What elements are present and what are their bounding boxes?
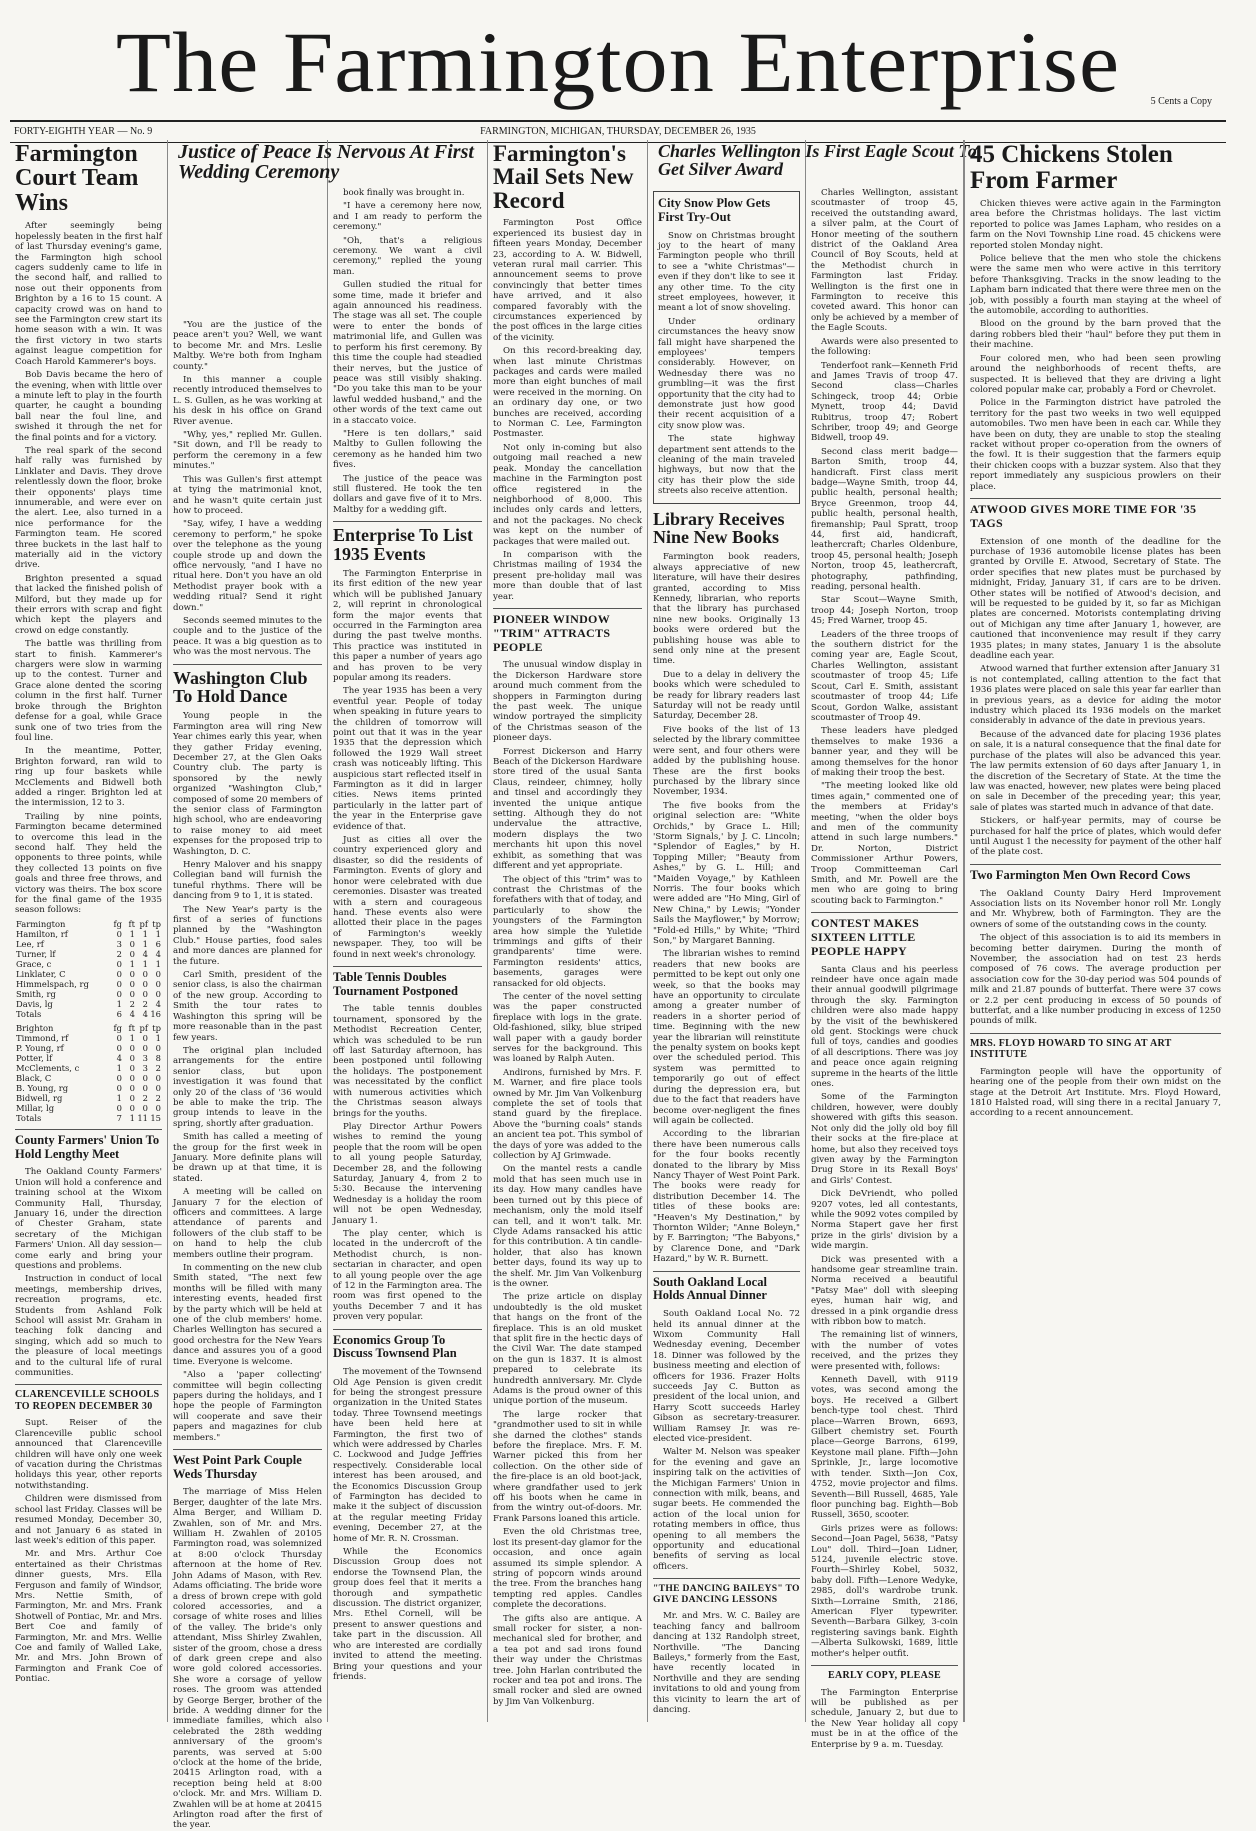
totals-cell: 11 bbox=[137, 1112, 148, 1123]
player-name: Millar, lg bbox=[16, 1102, 55, 1113]
article-paragraph: Some of the Farmington children, however, were doubly showered with gifts this season. Not only did the jolly old boy fill their socks at the fire-place at home, but also they received toys given away by the Farmington Drug Store in its Rexall Boys' and Girls' Contest. bbox=[811, 1092, 958, 1186]
player-name: B. Young, rg bbox=[16, 1082, 69, 1093]
article-paragraph: The justice of the peace was still flustered. He took the ten dollars and gave five of it to Mrs. Maltby for a wedding gift. bbox=[333, 473, 482, 515]
article-paragraph: Children were dismissed from school last Friday. Classes will be resumed Monday, December 30, and not January 6 as stated in last week's edition of this paper. bbox=[15, 1494, 162, 1546]
article-paragraph: Second class merit badge—Barton Smith, troop 44, handicraft. First class merit badge—Wayne Smith, troop 44, public health, personal health; Bryce Greenmon, troop 44, public health, personal health, firemanship; Paul Spratt, troop 44, first aid, handicraft, leathercraft; Charles Oldenbure, troop 45, personal health; Joseph Norton, troop 45, leathercraft, photography, pathfinding, reading, personal health. bbox=[811, 446, 958, 593]
article-paragraph: South Oakland Local No. 72 held its annual dinner at the Wixom Community Hall Wednesday evening, December 18. Dinner was followed by the business meeting and election of officers for 1936. Frazer Holts succeeds Jay C. Button as president of the local union, and Harry Scott succeeds Harley Gibson as secretary-treasurer. William Ramsey Jr. was re-elected vice-president. bbox=[653, 1309, 800, 1444]
article-paragraph: Awards were also presented to the following: bbox=[811, 336, 958, 358]
masthead bbox=[10, 12, 1226, 120]
stat-header: fg bbox=[113, 918, 122, 929]
article-paragraph: On the mantel rests a candle mold that has seen much use in its day. How many candles have been turned out by this piece of mechanism, only the mold itself can tell, and it won't talk. Mr. Clyde Adams ransacked his attic for this contribution. A tin candle-holder, that also has known better days, found its way up to the shelf. Mr. Jim Van Volkenburg is the owner. bbox=[493, 1164, 642, 1289]
stat-cell: 0 bbox=[142, 968, 148, 979]
totals-cell: 16 bbox=[150, 1008, 161, 1019]
article-paragraph: In commenting on the new club Smith stated, "The next few months will be filled with many interesting events, headed first by the party which will be held at one of the club members' home. Charles Wellington has secured a good orchestra for the New Years dance and assures you of a good time. Everyone is welcome. bbox=[173, 1263, 322, 1367]
article-paragraph: While the Economics Discussion Group does not endorse the Townsend Plan, the group does feel that it merits a thorough and sympathetic discussion. The district organizer, Mrs. Ethel Cornell, will be present to answer questions and take part in the discussion. All who are interested are cordially invited to attend the meeting. Bring your questions and your friends. bbox=[333, 1547, 482, 1682]
player-name: Grace, c bbox=[16, 958, 52, 969]
column-7 bbox=[964, 140, 1226, 1722]
article-paragraph: The unusual window display in the Dickerson Hardware store around much comment from the shoppers in Farmington during the past week. The unique window portrayed the simplicity of the Christmas season of the pioneer days. bbox=[493, 660, 642, 744]
article-paragraph: "Here is ten dollars," said Maltby to Gullen following the ceremony as he handed him two fives. bbox=[333, 428, 482, 471]
article-paragraph: "Why, yes," replied Mr. Gullen. "Sit down, and I'll be ready to perform the ceremony in a few minutes." bbox=[173, 430, 322, 472]
article-paragraph: On this record-breaking day, when last minute Christmas packages and cards were mailed more than eight bunches of mail were received in the morning. On an ordinary day one, or two bunches are received, according to Norman C. Lee, Farmington Postmaster. bbox=[493, 346, 642, 440]
stat-cell: 2 bbox=[142, 1092, 148, 1103]
article-paragraph: Gullen studied the ritual for some time, made it briefer and again announced his readiness. The stage was all set. The couple were to enter the bonds of matrimonial life, and Gullen was to perform his first ceremony. By this time the couple had steadied their nerves, but the justice of peace was still visibly shaking. "Do you take this man to be your lawful wedded husband," and the other words of the text came out in a staccato voice. bbox=[333, 280, 482, 426]
headline-mail-record: Farmington's Mail Sets New Record bbox=[493, 141, 634, 213]
player-name: Black, C bbox=[16, 1072, 52, 1083]
stat-cell: 0 bbox=[129, 1072, 135, 1083]
headline-record-cows: Two Farmington Men Own Record Cows bbox=[970, 867, 1191, 882]
divider bbox=[811, 912, 958, 913]
divider bbox=[811, 1665, 958, 1666]
divider bbox=[15, 1129, 162, 1130]
score-row bbox=[15, 959, 162, 969]
headline-eagle-scout: Charles Wellington Is First Eagle Scout To Get Silver Award bbox=[658, 141, 977, 180]
article-paragraph: The librarian wishes to remind readers that new books are permitted to be kept out only one week, so that the books may have an opportunity to circulate among a greater number of readers in a shorter period of time. Beginning with the new year the librarian will reinstitute the penalty system on books kept over the scheduled period. This system was permitted to temporarily go out of effect during the depression era, but due to the fact that readers have become over-negligent the fines will again be collected. bbox=[653, 949, 800, 1126]
stat-cell: 0 bbox=[116, 958, 122, 969]
totals-cell: 4 bbox=[142, 1008, 148, 1019]
article-paragraph: This was Gullen's first attempt at tying the matrimonial knot, and he wasn't quite certain just how to proceed. bbox=[173, 474, 322, 516]
article-paragraph: The five books from the original selection are: "White Orchids," by Grace L. Hill; 'Storm Signals,' by J. C. Lincoln; "Splendor of Eagles," by H. Topping Miller; "Beauty from Ashes," by G. L. Hill; and "Maiden Voyage," by Kathleen Norris. The four books which were added are "Ho Ming, Girl of New China," by Lewis; "Yonder Sails the Mayflower," by Morrow; "Fold-ed Hills," by White; "Third Son," by Margaret Banning. bbox=[653, 800, 800, 946]
stat-cell: 0 bbox=[129, 1062, 135, 1073]
article-paragraph: The state highway department sent attends to the cleaning of the main traveled highways, but now that the city has their plow the side streets also receive attention. bbox=[658, 434, 795, 497]
article-paragraph: Brighton presented a squad that lacked the finished polish of Milford, but they made up for their errors with scrap and fight which kept the players and crowd on edge constantly. bbox=[15, 573, 162, 636]
stat-header: tp bbox=[152, 1022, 161, 1033]
headline-snow-plow: City Snow Plow Gets First Try-Out bbox=[658, 196, 771, 224]
player-name: Linklater, C bbox=[16, 968, 66, 979]
article-paragraph: Blood on the ground by the barn proved that the daring robbers bled their "haul" before they put them in their machine. bbox=[970, 319, 1221, 351]
totals-cell: 1 bbox=[129, 1112, 135, 1123]
article-paragraph: Leaders of the three troops of the southern district for the coming year are, Eagle Scout, Charles Wellington, assistant scoutmaster of troop 45; Life Scout, Carl E. Smith, assistant scoutmaster of troop 44; Life Scout, Gordon Walke, assistant scoutmaster of Troop 49. bbox=[811, 629, 958, 723]
article-paragraph: Farmington book readers, always appreciative of new literature, will have their desires granted, according to Miss Kennedy, librarian, who reports that the library has purchased nine new books. Originally 13 books were ordered but the publishing house was able to send only nine at the present time. bbox=[653, 552, 800, 667]
headline-pioneer-window: PIONEER WINDOW "TRIM" ATTRACTS PEOPLE bbox=[493, 611, 611, 654]
stat-cell: 0 bbox=[129, 1092, 135, 1103]
totals-label: Totals bbox=[16, 1112, 42, 1123]
article-paragraph: Farmington people will have the opportunity of hearing one of the people from their own midst on the stage at the Detroit Art Institute. Mrs. Floyd Howard, 1810 Halsted road, will sing there in a recital January 7, according to a recent announcement. bbox=[970, 1066, 1221, 1119]
article-paragraph: "You are the justice of the peace aren't you? Well, we want to become Mr. and Mrs. Leslie Maltby. We're both from Ingham county." bbox=[173, 320, 322, 372]
article-paragraph: Not only in-coming but also outgoing mail reached a new peak. Monday the cancellation machine in the Farmington post office registered in the neighborhood of 8,000. This includes only cards and letters, and not the packages. No check was kept on the number of packages that were mailed out. bbox=[493, 442, 642, 547]
totals-cell: 7 bbox=[116, 1112, 122, 1123]
stat-cell: 0 bbox=[129, 1102, 135, 1113]
stat-cell: 1 bbox=[116, 998, 122, 1009]
stat-cell: 4 bbox=[142, 948, 148, 959]
article-paragraph: Farmington Post Office experienced its busiest day in fifteen years Monday, December 23, according to A. W. Bidwell, veteran rural mail carrier. This announcement seems to prove convincingly that better times have arrived, and it also compared favorably with the circumstances experienced by the post offices in the large cities of the vicinity. bbox=[493, 218, 642, 343]
newspaper-title: The Farmington Enterprise bbox=[115, 14, 1121, 110]
stat-header: ft bbox=[128, 1022, 135, 1033]
stat-cell: 0 bbox=[155, 1082, 161, 1093]
article-paragraph: A meeting will be called on January 7 for the election of officers and committees. A large attendance of parents and followers of the club staff to be on hand to help the club members outline their program. bbox=[173, 1187, 322, 1260]
stat-cell: 0 bbox=[155, 978, 161, 989]
article-paragraph: Andirons, furnished by Mrs. F. M. Warner, and fire place tools owned by Mr. Jim Van Volkenburg complete the set of tools that stand guard by the fireplace. Above the "burning coals" stands an ancient tea pot. This symbol of the days of yore was added to the collection by AJ Grimwade. bbox=[493, 1067, 642, 1162]
stat-cell: 4 bbox=[155, 948, 161, 959]
stat-cell: 1 bbox=[142, 958, 148, 969]
article-paragraph: "Also a 'paper collecting' committee will begin collecting papers during the holidays, and I hope the people of Farmington will cooperate and save their papers and magazines for club members." bbox=[173, 1370, 322, 1443]
headline-chickens-stolen: 45 Chickens Stolen From Farmer bbox=[970, 141, 1173, 194]
player-name: McClements, c bbox=[16, 1062, 80, 1073]
article-paragraph: After seemingly being hopelessly beaten in the first half of last Thursday evening's game, the Farmington high school cagers suddenly came to life in the second half, and rallied to nose out their opponents from Brighton by a 16 to 15 count. A capacity crowd was on hand to see the Farmington crew start its home season with a win. It was the first victory in two starts against league competition for Coach Harold Kammerer's boys. bbox=[15, 221, 162, 367]
stat-cell: 1 bbox=[116, 1062, 122, 1073]
box-score-brighton bbox=[15, 1023, 162, 1123]
stat-cell: 0 bbox=[142, 1102, 148, 1113]
article-paragraph: The center of the novel setting was the paper constructed fireplace with logs in the grate. Old-fashioned, silky, blue striped wall paper with a gaudy border serves for the background. This was loaned by Ralph Auten. bbox=[493, 991, 642, 1065]
stat-header: pf bbox=[139, 1022, 148, 1033]
stat-cell: 1 bbox=[155, 958, 161, 969]
stat-header: tp bbox=[152, 918, 161, 929]
stat-cell: 0 bbox=[142, 988, 148, 999]
box-score-farmington bbox=[15, 919, 162, 1019]
article-paragraph: Trailing by nine points, Farmington became determined to overcome this lead in the second half. They held the opponents to three points, while they collected 13 points on five goals and three free throws, and victory was theirs. The box score for the final game of the 1935 season follows: bbox=[15, 811, 162, 916]
article-paragraph: The prize article on display undoubtedly is the old musket that hangs on the front of the fireplace. This is an old musket that split fire in the hectic days of the Civil War. The date stamped on the gun is 1837. It is almost prepared to celebrate its hundredth anniversary. Mr. Clyde Adams is the proud owner of this unique portion of the museum. bbox=[493, 1292, 642, 1407]
article-paragraph: Mr. and Mrs. Arthur Coe entertained as their Christmas dinner guests, Mrs. Ella Ferguson and family of Windsor, Mrs. Nettie Smith, of Farmington, Mr. and Mrs. Frank Shotwell of Pontiac, Mr. and Mrs. Bert Coe and family of Farmington, Mr. and Mrs. Wellie Coe and family of Walled Lake, Mr. and Mrs. John Brown of Farmington and Frank Coe of Pontiac. bbox=[15, 1549, 162, 1685]
article-paragraph: "I have a ceremony here now, and I am ready to perform the ceremony." bbox=[333, 201, 482, 233]
stat-cell: 0 bbox=[155, 1102, 161, 1113]
divider bbox=[970, 1033, 1221, 1034]
divider bbox=[333, 966, 482, 967]
stat-header: ft bbox=[128, 918, 135, 929]
stat-cell: 0 bbox=[116, 1032, 122, 1043]
headline-justice-of-peace: Justice of Peace Is Nervous At First Wedding Ceremony bbox=[178, 141, 474, 184]
headline-table-tennis: Table Tennis Doubles Tournament Postponed bbox=[333, 969, 458, 998]
article-paragraph: The movement of the Townsend Old Age Pension is given credit for being the strongest pressure organization in the United States today. Three Townsend meetings have been held here at Farmington, the first two of which were addressed by Charles C. Lockwood and Judge Jeffries respectively. Considerable local interest has been aroused, and the Economics Discussion Group of Farmington has decided to make it the subject of discussion at the regular meeting Friday evening, December 27, at the home of Mr. R. N. Crossman. bbox=[333, 1367, 482, 1544]
stat-cell: 0 bbox=[116, 988, 122, 999]
stat-cell: 0 bbox=[116, 1072, 122, 1083]
headline-dancing-baileys: "THE DANCING BAILEYS" TO GIVE DANCING LESSONS bbox=[653, 1583, 800, 1606]
headline-contest: CONTEST MAKES SIXTEEN LITTLE PEOPLE HAPPY bbox=[811, 916, 920, 958]
stat-cell: 0 bbox=[129, 948, 135, 959]
totals-cell: 15 bbox=[150, 1112, 161, 1123]
stat-cell: 0 bbox=[142, 978, 148, 989]
article-paragraph: Carl Smith, president of the senior class, is also the chairman of the new group. According to Smith the tour rates to Washington this spring will be more reasonable than in the past few years. bbox=[173, 970, 322, 1043]
stat-cell: 2 bbox=[116, 948, 122, 959]
headline-court-team: Farmington Court Team Wins bbox=[15, 141, 139, 216]
article-paragraph: In comparison with the Christmas mailing of 1934 the present pre-holiday mail was more than double that of last year. bbox=[493, 549, 642, 602]
article-paragraph: These leaders have pledged themselves to make 1936 a banner year, and they will be among themselves for the honor of making their troop the best. bbox=[811, 726, 958, 778]
stat-cell: 0 bbox=[155, 968, 161, 979]
score-row bbox=[15, 1053, 162, 1063]
score-row bbox=[15, 1033, 162, 1043]
volume-number: FORTY-EIGHTH YEAR — No. 9 bbox=[14, 126, 153, 137]
stat-cell: 0 bbox=[129, 1082, 135, 1093]
column-3 bbox=[328, 140, 488, 1722]
article-paragraph: Just as cities all over the country experienced glory and disaster, so did the residents of Farmington. Events of glory and honor were celebrated with due ceremonies. Disaster was treated with a stern and courageous hand. These events also were allotted their place in the pages of Farmington's weekly newspaper. They, too will be found in next week's chronology. bbox=[333, 835, 482, 960]
article-paragraph: Under ordinary circumstances the heavy snow fall might have sharpened the employees' tempers considerably. However, on Wednesday there was no grumbling—it was the first opportunity that the city had to demonstrate just how good their recent acquisition of a city snow plow was. bbox=[658, 316, 795, 431]
stat-cell: 1 bbox=[155, 928, 161, 939]
article-paragraph: The large rocker that "grandmother used to sit in while she darned the clothes" stands before the fireplace. Mrs. F. M. Warner picked this from her collection. On the other side of the fire-place is an old boot-jack, where grandfather used to jerk off his boots when he came in from the wintry out-of-doors. Mr. Frank Parsons loaned this article. bbox=[493, 1409, 642, 1524]
stat-cell: 2 bbox=[155, 1092, 161, 1103]
stat-cell: 1 bbox=[116, 1092, 122, 1103]
article-paragraph: Supt. Reiser of the Clarenceville public school announced that Clarenceville children will have only one week of vacation during the Christmas holidays this year, other reports notwithstanding. bbox=[15, 1418, 162, 1491]
article-paragraph: The Oakland County Dairy Herd Improvement Association lists on its November honor roll Mr. Longly and Mr. Whybrew, both of Farmington. They are the owners of some of the outstanding cows in the county. bbox=[970, 888, 1221, 930]
stat-cell: 0 bbox=[129, 978, 135, 989]
stat-cell: 0 bbox=[155, 1072, 161, 1083]
article-paragraph: Five books of the list of 13 selected by the library committee were sent, and four others were added by the publishing house. These are the first books purchased by the library since November, 1934. bbox=[653, 724, 800, 798]
stat-cell: 1 bbox=[129, 928, 135, 939]
score-row bbox=[15, 1063, 162, 1073]
article-paragraph: Even the old Christmas tree, lost its present-day glamor for the occasion, and once again assumed its simple splendor. A string of popcorn winds around the tree. From the branches hang tempting red apples. Candles complete the decorations. bbox=[493, 1527, 642, 1611]
article-paragraph: Chicken thieves were active again in the Farmington area before the Christmas holidays. The last victim reported to police was James Lapham, who resides on a farm on the Novi Township Line road. 45 chickens were reported stolen Monday night. bbox=[970, 199, 1221, 251]
stat-cell: 0 bbox=[116, 1082, 122, 1093]
divider bbox=[173, 1449, 322, 1450]
stat-cell: 1 bbox=[129, 1032, 135, 1043]
column-1 bbox=[10, 140, 168, 1722]
article-paragraph: book finally was brought in. bbox=[343, 188, 465, 198]
team-name: Brighton bbox=[16, 1022, 54, 1033]
headline-atwood-tags: ATWOOD GIVES MORE TIME FOR '35 TAGS bbox=[970, 501, 1197, 530]
headline-spacer bbox=[333, 140, 482, 188]
stat-cell: 6 bbox=[155, 938, 161, 949]
snow-plow-box bbox=[653, 191, 800, 504]
stat-cell: 8 bbox=[155, 1052, 161, 1063]
article-paragraph: "Say, wifey, I have a wedding ceremony to perform," he spoke over the telephone as the young couple strode up and down the office nervously, "and I have no ritual here. Don't you have an old Methodist prayer book with a wedding ritual? Send it right down." bbox=[173, 519, 322, 613]
totals-cell: 4 bbox=[129, 1008, 135, 1019]
score-row bbox=[15, 1093, 162, 1103]
article-paragraph: The play center, which is located in the undercroft of the Methodist church, is non-sectarian in character, and open to all young people over the age of 12 in the Farmington area. The room was first opened to the youths December 7 and it has proven very popular. bbox=[333, 1228, 482, 1323]
stat-cell: 0 bbox=[129, 1052, 135, 1063]
divider bbox=[15, 1384, 162, 1385]
article-paragraph: The battle was thrilling from start to finish. Kammerer's chargers were slow in warming up to the contest. Turner and Grace alone dented the scoring column in the first half. Turner broke through the Brighton defense for a goal, while Grace sunk one of two tries from the foul line. bbox=[15, 639, 162, 743]
stat-cell: 0 bbox=[116, 968, 122, 979]
article-paragraph: Because of the advanced date for placing 1936 plates on sale, it is a natural consequence that the final date for purchase of the plates will also be advanced this year. The law permits extension of 60 days after January 1, in the discretion of the Secretary of State. At the time the law was enacted, however, new plates were being placed on sale in December of the preceding year; this year, sale of plates was started much in advance of that date. bbox=[970, 729, 1221, 813]
article-paragraph: Police in the Farmington district have patroled the territory for the past two weeks in two well equipped automobiles. Two men have been in each car. While they have been on duty, they are unable to stop the stealing racket without proper co-operation from the owners of the fowl. It is their suggestion that the farmers equip their chicken coops with a buzzar system. Also that they report immediately any suspicious prowlers on their place. bbox=[970, 398, 1221, 492]
article-paragraph: The New Year's party is the first of a series of functions planned by the "Washington Club." House parties, food sales and more dances are planned for the future. bbox=[173, 904, 322, 967]
totals-label: Totals bbox=[16, 1008, 42, 1019]
article-paragraph: Dick DeVriendt, who polled 9207 votes, led all contestants, while the 9092 votes compiled by Norma Stapert gave her first prize in the girls' division by a wide margin. bbox=[811, 1189, 958, 1252]
stat-header: fg bbox=[113, 1022, 122, 1033]
stat-cell: 0 bbox=[116, 1102, 122, 1113]
score-row bbox=[15, 1083, 162, 1093]
headline-washington-club: Washington Club To Hold Dance bbox=[173, 667, 308, 706]
issue-date: FARMINGTON, MICHIGAN, THURSDAY, DECEMBER 26, 1935 bbox=[480, 126, 756, 137]
stat-cell: 0 bbox=[142, 1032, 148, 1043]
article-paragraph: The real spark of the second half rally was furnished by Linklater and Davis. They drove relentlessly down the floor, broke their opponents' plays time innumerable, and were ever on the alert. Lee, also turned in a nice performance for the Farmington team. He scored three buckets in the last half to materially aid in the victory drive. bbox=[15, 445, 162, 571]
column-5 bbox=[648, 140, 806, 1722]
headline-economics-group: Economics Group To Discuss Townsend Plan bbox=[333, 1332, 457, 1361]
stat-cell: 2 bbox=[155, 1062, 161, 1073]
stat-cell: 4 bbox=[155, 998, 161, 1009]
score-row bbox=[15, 1043, 162, 1053]
player-name: Hamilton, rf bbox=[16, 928, 68, 939]
article-paragraph: The object of this association is to aid its members in becoming better dairymen. During the month of November, the association had on test 23 herds composed of 76 cows. The average production per association cow for the 30-day period was 504 pounds of milk and 21.87 pounds of butterfat. There were 37 cows or 2.2 per cent producing in excess of 50 pounds of butterfat, and a like number producing in excess of 1250 pounds of milk. bbox=[970, 933, 1221, 1027]
stat-cell: 0 bbox=[129, 988, 135, 999]
stat-cell: 1 bbox=[142, 928, 148, 939]
article-paragraph: Mr. and Mrs. W. C. Bailey are teaching fancy and ballroom dancing at 132 Randolph street, Northville. "The Dancing Baileys," formerly from the East, have recently located in Northville and they are sending invitations to old and young from this vicinity to learn the art of dancing. bbox=[653, 1611, 800, 1715]
column-4 bbox=[488, 140, 648, 1722]
article-paragraph: Walter M. Nelson was speaker for the evening and gave an inspiring talk on the activities of the Michigan Farmers' Union in connection with milk, beans, and sugar beets. He commended the action of the local union for rotating members in office, thus opening to all members the opportunity and educational benefits of serving as local officers. bbox=[653, 1447, 800, 1572]
article-paragraph: The Oakland County Farmers' Union will hold a conference and training school at the Wixom Community Hall, Thursday, January 16, under the direction of Chester Graham, state secretary of the Michigan Farmers' Union. All day session—come early and bring your questions and problems. bbox=[15, 1167, 162, 1271]
player-name: Smith, rg bbox=[16, 988, 56, 999]
divider bbox=[970, 864, 1221, 865]
stat-cell: 3 bbox=[142, 1052, 148, 1063]
score-row bbox=[15, 989, 162, 999]
article-paragraph: The year 1935 has been a very eventful year. People of today when speaking in future years to the children of tomorrow will point out that it was in the year 1935 that the depression which followed the 1929 Wall street crash was noticeably lifting. This auspicious start reflected itself in Farmington as it did in larger cities. News items printed particularly in the latter part of the year in the Enterprise gave evidence of that. bbox=[333, 686, 482, 832]
headline-farmers-union: County Farmers' Union To Hold Lengthy Meet bbox=[15, 1132, 160, 1161]
player-name: Potter, lf bbox=[16, 1052, 53, 1063]
totals-cell: 6 bbox=[116, 1008, 122, 1019]
player-name: Turner, lf bbox=[16, 948, 56, 959]
stat-cell: 3 bbox=[116, 938, 122, 949]
article-paragraph: "Oh, that's a religious ceremony. We want a civil ceremony," replied the young man. bbox=[333, 235, 482, 277]
article-paragraph: Forrest Dickerson and Harry Beach of the Dickerson Hardware store tired of the usual Santa Claus, reindeer, chimney, holly and tinsel and accordingly they invented the unique antique setting. Although they do not undervalue the attractive, modern displays the two merchants hit upon this novel exhibit, as something that was different and yet appropriate. bbox=[493, 746, 642, 872]
stat-cell: 1 bbox=[142, 938, 148, 949]
article-paragraph: Bob Davis became the hero of the evening, when with little over a minute left to play in the fourth quarter, he caught a bounding ball near the foul line, and swished it through the net for the final points and for a victory. bbox=[15, 370, 162, 443]
stat-cell: 4 bbox=[116, 1052, 122, 1063]
divider bbox=[493, 608, 642, 609]
article-paragraph: Santa Claus and his peerless reindeer have once again made their annual goodwill pilgrimage through the sky. Farmington children were also made happy by the visit of the bewhiskered old gent. Stockings were chuck full of toys, candies and goodies of all descriptions. There was joy and peace once again reigning supreme in the hearts of the little ones. bbox=[811, 964, 959, 1090]
stat-cell: 0 bbox=[116, 1042, 122, 1053]
headline-early-copy: EARLY COPY, PLEASE bbox=[828, 1670, 941, 1682]
price-label: 5 Cents a Copy bbox=[1150, 96, 1212, 107]
headline-west-point-park: West Point Park Couple Weds Thursday bbox=[173, 1452, 302, 1481]
article-paragraph: Extension of one month of the deadline for the purchase of 1936 automobile license plates has been granted by Orville E. Atwood, Secretary of State. The order specifies that new plates must be purchased by midnight, Friday, January 31, if cars are to be driven. Other states will be notified of Atwood's decision, and will be requested to be guided by it, so far as Michigan plates are concerned. Motorists contemplating driving out of Michigan any time after January 1, however, are cautioned that inconvenience may result if they carry 1935 plates; in many states, January 1 is the absolute deadline each year. bbox=[970, 536, 1221, 662]
article-paragraph: Atwood warned that further extension after January 31 is not contemplated, calling attention to the fact that 1936 plates were placed on sale this year far earlier than in previous years, as a device for aiding the motor industry which placed its 1936 models on the market considerably in advance of the date in previous years. bbox=[970, 664, 1221, 727]
player-name: Timmond, rf bbox=[16, 1032, 69, 1043]
stat-cell: 3 bbox=[142, 1062, 148, 1073]
article-paragraph: In this manner a couple recently introduced themselves to L. S. Gullen, as he was working at his desk in his office on Grand River avenue. bbox=[173, 375, 322, 427]
stat-cell: 0 bbox=[142, 1042, 148, 1053]
divider bbox=[653, 1578, 800, 1579]
score-row bbox=[15, 939, 162, 949]
divider bbox=[970, 498, 1221, 499]
article-paragraph: The original plan included arrangements for the entire senior class, but upon investigation it was found that only 20 of the class of '36 would be able to make the trip. The group intends to leave in the spring, shortly after graduation. bbox=[173, 1045, 322, 1129]
headline-south-oakland: South Oakland Local Holds Annual Dinner bbox=[653, 1274, 767, 1303]
player-name: P. Young, rf bbox=[16, 1042, 64, 1053]
article-paragraph: Stickers, or half-year permits, may of course be purchased for half the price of plates, which would defer until August 1 the necessity for payment of the other half of the plate cost. bbox=[970, 816, 1221, 858]
score-row bbox=[15, 929, 162, 939]
article-paragraph: The Farmington Enterprise in its first edition of the new year which will be published January 2, will reprint in chronological form the major events that occurred in the Farmington area during the past twelve months. This practice was instituted in this paper a number of years ago and has proven to be very popular among its readers. bbox=[333, 568, 482, 683]
headline-mrs-howard: MRS. FLOYD HOWARD TO SING AT ART INSTITUTE bbox=[970, 1037, 1172, 1061]
player-name: Bidwell, rg bbox=[16, 1092, 63, 1103]
article-paragraph: Star Scout—Wayne Smith, troop 44; Joseph Norton, troop 45; Fred Warner, troop 45. bbox=[811, 595, 958, 627]
article-paragraph: The gifts also are antique. A small rocker for sister, a non-mechanical sled for brother, and a tea pot and sad irons found their way under the Christmas tree. John Harlan contributed the rocker and tea pot and irons. The small rocker and sled are owned by Jim Van Volkenburg. bbox=[493, 1613, 642, 1707]
score-row bbox=[15, 1103, 162, 1113]
stat-cell: 2 bbox=[142, 998, 148, 1009]
article-paragraph: Young people in the Farmington area will ring New Year chimes early this year, when they gather Friday evening, December 27, at the Glen Oaks Country club. The party is sponsored by the newly organized "Washington Club," composed of some 20 members of the senior class of Farmington high school, who are endeavoring to raise money to aid meet expenses for the proposed trip to Washington, D. C. bbox=[173, 711, 322, 857]
score-row bbox=[15, 1073, 162, 1083]
headline-clarenceville: CLARENCEVILLE SCHOOLS TO REOPEN DECEMBER 30 bbox=[15, 1389, 160, 1412]
divider bbox=[173, 664, 322, 665]
article-paragraph: The marriage of Miss Helen Berger, daughter of the late Mrs. Alma Berger, and William D. Zwahlen, son of Mr. and Mrs. William H. Zwahlen of 20105 Farmington road, was solemnized at 8:00 o'clock Thursday afternoon at the home of Rev. John Adams of Mason, with Rev. Adams officiating. The bride wore a dress of brown crepe with gold colored accessories, and a corsage of white roses and lilies of the valley. The bride's only attendant, Miss Shirley Zwahlen, sister of the groom, chose a dress of dark green crepe and also wore gold colored accessories. She wore a corsage of yellow roses. The groom was attended by George Berger, brother of the bride. A wedding dinner for the immediate families, which also celebrated the 28th wedding anniversary of the groom's parents, was served at 5:00 o'clock at the home of the bride, 20415 Arlington road, with a reception being held at 8:00 o'clock. Mr. and Mrs. William D. Zwahlen will be at home at 20415 Arlington road after the first of the year. bbox=[173, 1487, 322, 1831]
article-paragraph: The object of this "trim" was to contrast the Christmas of the forefathers with that of today, and particularly to show the youngsters of the Farmington area how simple the Yuletide trimmings and gifts of their grandparents' time were. Farmington residents' attics, basements, garages were ransacked for old objects. bbox=[493, 874, 642, 989]
article-paragraph: In the meantime, Potter, Brighton forward, ran wild to ring up four baskets while McClements and Bidwell both added a ringer. Brighton led at the intermission, 12 to 3. bbox=[15, 746, 162, 809]
stat-cell: 0 bbox=[155, 1042, 161, 1053]
article-paragraph: Snow on Christmas brought joy to the heart of many Farmington people who thrill to see a "white Christmas"—even if they don't like to see it any other time. To the city street employees, however, it meant a lot of snow shoveling. bbox=[658, 230, 795, 314]
team-name: Farmington bbox=[16, 918, 66, 929]
player-name: Himmelspach, rg bbox=[16, 978, 89, 989]
stat-cell: 0 bbox=[129, 1042, 135, 1053]
divider bbox=[333, 1329, 482, 1330]
article-paragraph: Dick was presented with a handsome gear streamline train. Norma received a beautiful "Patsy Mae" doll with sleeping eyes, human hair wig, and dressed in a pink organdie dress with ribbon bow to match. bbox=[811, 1254, 958, 1328]
article-paragraph: Four colored men, who had been seen prowling around the neighborhoods of recent thefts, are suspected. It is believed that they are driving a light colored popular make car, probably a Ford or Chevrolet. bbox=[970, 353, 1221, 395]
columns bbox=[10, 140, 1226, 1831]
score-row bbox=[15, 969, 162, 979]
article-paragraph: The Farmington Enterprise will be published as per schedule, January 2, but due to the New Year holiday all copy must be in at the office of the Enterprise by 9 a. m. Tuesday. bbox=[811, 1687, 958, 1750]
article-paragraph: Tenderfoot rank—Kenneth Frid and James Travis of troop 47. Second class—Charles Schingeck, troop 44; Orbie Mynett, troop 44; David Rubitrus, troop 47; Robert Schriber, troop 49; and George Bidwell, troop 49. bbox=[811, 360, 958, 444]
stat-header: pf bbox=[139, 918, 148, 929]
player-name: Davis, lg bbox=[16, 998, 53, 1009]
stat-cell: 0 bbox=[116, 978, 122, 989]
article-paragraph: Henry Malover and his snappy Collegian band will furnish the tuneful rhythms. There will be dancing from 9 to 1, it is stated. bbox=[173, 860, 322, 902]
article-paragraph: Play Director Arthur Powers wishes to remind the young people that the room will be open to all young people Saturday, December 28, and the following Saturday, January 4, from 2 to 5:30. Because the intervening Wednesday is a holiday the room will not be open Wednesday, January 1. bbox=[333, 1121, 482, 1226]
column-6 bbox=[806, 140, 964, 1750]
stat-cell: 2 bbox=[129, 998, 135, 1009]
article-paragraph: "The meeting looked like old times again," commented one of the members at Friday's meeting, "when the older boys and men of the community attend in such large numbers." Dr. Norton, District Commissioner Arthur Powers, Troop Committeeman Carl Smith, and Mr. Powell are the men who are going to bring scouting back to Farmington." bbox=[811, 781, 958, 906]
score-row bbox=[15, 979, 162, 989]
article-paragraph: Due to a delay in delivery the books which were scheduled to be ready for library readers last Saturday will not be ready until Saturday, December 28. bbox=[653, 669, 800, 722]
article-paragraph: Charles Wellington, assistant scoutmaster of troop 45, received the outstanding award, a silver palm, at the Court of Honor meeting of the southern district of the Oakland Area Council of Boy Scouts, held at the Methodist church in Farmington last Friday. Wellington is the first one in Farmington to receive this coveted award. This honor can only be achieved by a member of the Eagle Scouts. bbox=[811, 188, 958, 334]
divider bbox=[333, 521, 482, 522]
stat-cell: 0 bbox=[129, 938, 135, 949]
headline-enterprise-events: Enterprise To List 1935 Events bbox=[333, 525, 474, 564]
stat-cell: 0 bbox=[142, 1082, 148, 1093]
article-paragraph: The remaining list of winners, with the number of votes received, and the prizes they were presented with, follows: bbox=[811, 1330, 958, 1372]
score-row bbox=[15, 999, 162, 1009]
stat-cell: 0 bbox=[129, 968, 135, 979]
article-paragraph: Smith has called a meeting of the group for the first week in January. More definite plans will be drawn up at that time, it is stated. bbox=[173, 1132, 322, 1184]
article-paragraph: The table tennis doubles tournament, sponsored by the Methodist Recreation Center, which was scheduled to be run off last Saturday afternoon, has been postponed until following the holidays. The postponement was necessitated by the conflict with numerous activities which the Christmas season always brings for the youths. bbox=[333, 1004, 482, 1119]
stat-cell: 0 bbox=[116, 928, 122, 939]
article-paragraph: Instruction in conduct of local meetings, membership drives, recreation programs, etc. Students from Ashland Folk School will assist Mr. Graham in teaching folk dancing and singing, which add so much to the pleasure of local meetings and to the cultural life of rural communities. bbox=[15, 1274, 162, 1379]
divider bbox=[653, 1271, 800, 1272]
column-2 bbox=[168, 140, 328, 1831]
article-paragraph: Seconds seemed minutes to the couple and to the justice of the peace. It was a big question as to who was the most nervous. The bbox=[173, 615, 322, 658]
stat-cell: 1 bbox=[129, 958, 135, 969]
article-paragraph: Police believe that the men who stole the chickens were the same men who were active in this territory before Thanksgiving. Tracks in the snow leading to the Lapham barn indicated that there were three men on the job, with possibly a fourth man staying at the wheel of the automobile, according to authorities. bbox=[970, 254, 1221, 317]
player-name: Lee, rf bbox=[16, 938, 44, 949]
stat-cell: 0 bbox=[155, 988, 161, 999]
stat-cell: 0 bbox=[142, 1072, 148, 1083]
score-row bbox=[15, 949, 162, 959]
article-paragraph: Girls prizes were as follows: Second—Joan Pagel, 5638, "Patsy Lou" doll. Third—Joan Lidner, 5124, juvenile electric stove. Fourth—Shirley Kobel, 5032, baby doll. Fifth—Lenore Wedyke, 2985, doll's wardrobe trunk. Sixth—Lorraine Smith, 2186, American Flyer typewriter. Seventh—Barbara Gilkey, 3-coin registering savings bank. Eighth—Alberta Sulkowski, 1689, little mother's helper outfit. bbox=[811, 1523, 958, 1659]
article-paragraph: Kenneth Davell, with 9119 votes, was second among the boys. He received a Gilbert bench-type tool chest. Third place—Warren Brown, 6693, Gilbert chemistry set. Fourth place—George Barrons, 6199, Keystone mail plane. Fifth—John Sprinkle, Jr., large locomotive with tender. Sixth—Jon Cox, 4752, movie projector and films. Seventh—Bill Russell, 4685, Yale floor punching bag. Eighth—Bob Russell, 3650, scooter. bbox=[811, 1375, 958, 1521]
headline-library-books: Library Receives Nine New Books bbox=[653, 508, 785, 548]
stat-cell: 1 bbox=[155, 1032, 161, 1043]
article-paragraph: According to the librarian there have been numerous calls for the four books recently donated to the library by Miss Nancy Thayer of West Point Park. The books were ready for distribution December 14. The titles of these books are: "Heaven's My Destination," by Thornton Wilder; "Anne Boleyn," by F. Barrington; "The Babyons," by Clarence Done, and "Dark Hazard," by W. R. Burnett. bbox=[653, 1129, 800, 1265]
headline-spacer bbox=[811, 140, 958, 188]
